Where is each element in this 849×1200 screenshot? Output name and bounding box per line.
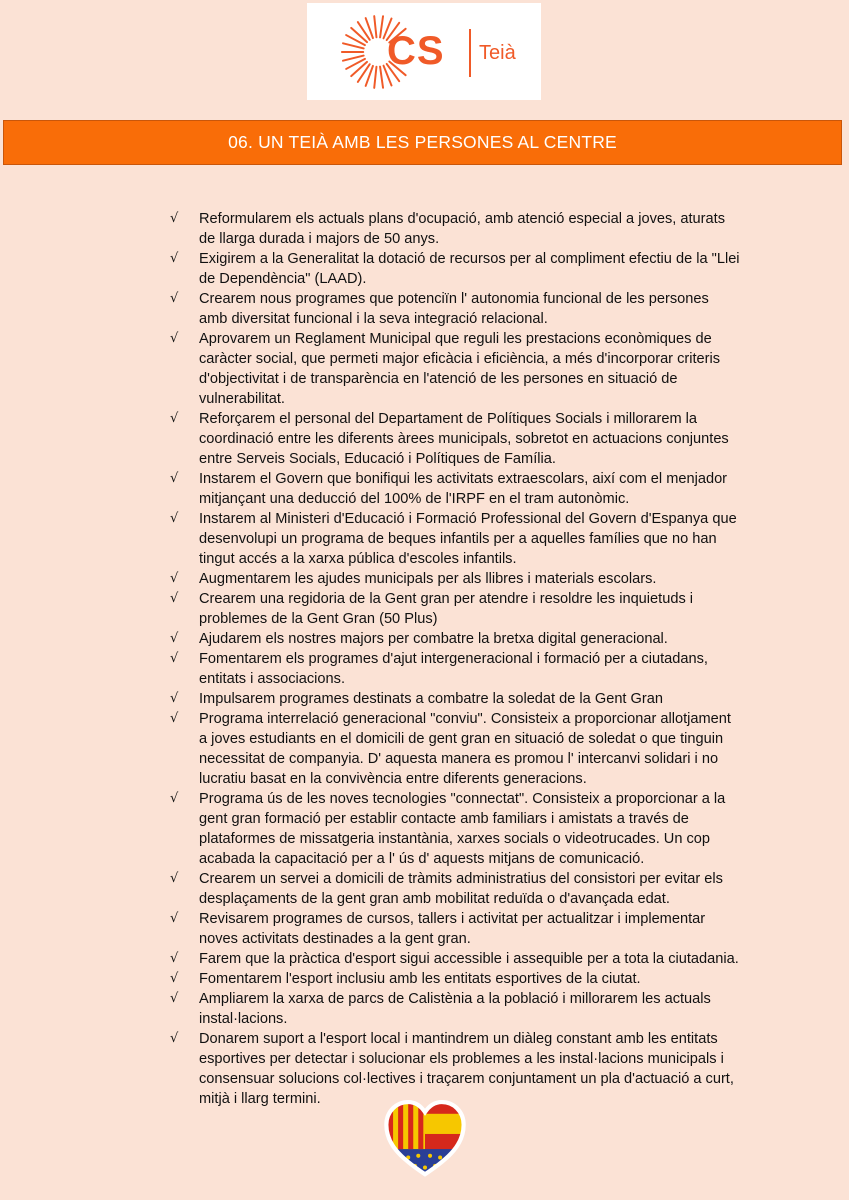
list-item-text: Ajudarem els nostres majors per combatre la bretxa digital generacional. xyxy=(199,631,668,647)
list-item-text: Reforçarem el personal del Departament de Polítiques Socials i millorarem la coordinació entre les diferents àrees municipals, sobretot en actuacions conjuntes entre Serveis Socials, Educació i Polítiques de Família. xyxy=(199,411,729,467)
checkmark-icon: √ xyxy=(170,991,179,1006)
list-item xyxy=(170,869,740,909)
checkmark-icon: √ xyxy=(170,691,179,706)
list-item-text: Crearem nous programes que potenciïn l' autonomia funcional de les persones amb diversitat funcional i la seva integració relacional. xyxy=(199,291,709,327)
list-item xyxy=(170,329,740,409)
list-item-text: Aprovarem un Reglament Municipal que reguli les prestacions econòmiques de caràcter social, que permeti major eficàcia i eficiència, a més d'incorporar criteris d'objectivitat i de transparència en l'atenció de les persones en situació de vulnerabilitat. xyxy=(199,331,721,407)
checkmark-icon: √ xyxy=(170,911,179,926)
checkmark-icon: √ xyxy=(170,211,179,226)
list-item-text: Programa ús de les noves tecnologies "connectat". Consisteix a proporcionar a la gent gran formació per establir contacte amb familiars i amistats a través de plataformes de missatgeria instantània, xarxes socials o videotrucades. Un cop acabada la capacitació per a l' ús d' aquests mitjans de comunicació. xyxy=(199,791,726,867)
checkmark-icon: √ xyxy=(170,1031,179,1046)
list-item-text: Augmentarem les ajudes municipals per als llibres i materials escolars. xyxy=(199,571,657,587)
checkmark-icon: √ xyxy=(170,631,179,646)
logo-divider xyxy=(469,29,471,77)
list-item-text: Impulsarem programes destinats a combatre la soledat de la Gent Gran xyxy=(199,691,663,707)
list-item xyxy=(170,569,740,589)
list-item xyxy=(170,469,740,509)
checkmark-icon: √ xyxy=(170,971,179,986)
heart-flags-emblem-icon xyxy=(383,1097,467,1181)
section-title: 06. UN TEIÀ AMB LES PERSONES AL CENTRE xyxy=(228,132,617,152)
list-item-text: Fomentarem els programes d'ajut intergeneracional i formació per a ciutadans, entitats i associacions. xyxy=(199,651,708,687)
checkmark-icon: √ xyxy=(170,571,179,586)
list-item-text: Crearem una regidoria de la Gent gran per atendre i resoldre les inquietuds i problemes de la Gent Gran (50 Plus) xyxy=(199,591,694,627)
list-item-text: Exigirem a la Generalitat la dotació de recursos per al compliment efectiu de la "Llei de Dependència" (LAAD). xyxy=(199,251,740,287)
list-item-text: Crearem un servei a domicili de tràmits administratius del consistori per evitar els desplaçaments de la gent gran amb mobilitat reduïda o d'avançada edat. xyxy=(199,871,723,907)
list-item xyxy=(170,649,740,689)
logo-brand-text: CS xyxy=(387,29,445,73)
checkmark-icon: √ xyxy=(170,251,179,266)
checkmark-icon: √ xyxy=(170,951,179,966)
checkmark-icon: √ xyxy=(170,791,179,806)
list-item-text: Instarem el Govern que bonifiqui les activitats extraescolars, així com el menjador mitjançant una deducció del 100% de l'IRPF en el tram autonòmic. xyxy=(199,471,728,507)
checkmark-icon: √ xyxy=(170,331,179,346)
checkmark-icon: √ xyxy=(170,711,179,726)
list-item xyxy=(170,909,740,949)
proposals-list xyxy=(170,209,740,1109)
list-item xyxy=(170,789,740,869)
list-item-text: Programa interrelació generacional "conviu". Consisteix a proporcionar allotjament a joves estudiants en el domicili de gent gran en situació de soledat o que tinguin necessitat de companyia. D' aquesta manera es promou l' intercanvi solidari i no lucratiu basat en la convivència entre diferents generacions. xyxy=(199,711,731,787)
list-item xyxy=(170,689,740,709)
checkmark-icon: √ xyxy=(170,651,179,666)
list-item-text: Revisarem programes de cursos, tallers i activitat per actualitzar i implementar noves activitats destinades a la gent gran. xyxy=(199,911,706,947)
checkmark-icon: √ xyxy=(170,871,179,886)
list-item-text: Instarem al Ministeri d'Educació i Formació Professional del Govern d'Espanya que desenvolupi un programa de beques infantils per a aquelles famílies que no han tingut accés a la xarxa pública d'escoles infantils. xyxy=(199,511,737,567)
checkmark-icon: √ xyxy=(170,591,179,606)
list-item xyxy=(170,289,740,329)
list-item-text: Reformularem els actuals plans d'ocupació, amb atenció especial a joves, aturats de llarga durada i majors de 50 anys. xyxy=(199,211,726,247)
list-item xyxy=(170,989,740,1029)
list-item xyxy=(170,949,740,969)
list-item xyxy=(170,249,740,289)
party-logo xyxy=(307,3,541,100)
list-item-text: Donarem suport a l'esport local i mantindrem un diàleg constant amb les entitats esportives per detectar i solucionar els problemes a les instal·lacions municipals i consensuar solucions col·lectives i traçarem conjuntament un pla d'actuació a curt, mitjà i llarg termini. xyxy=(199,1031,734,1107)
list-item-text: Farem que la pràctica d'esport sigui accessible i assequible per a tota la ciutadania. xyxy=(199,951,739,967)
list-item xyxy=(170,709,740,789)
list-item-text: Fomentarem l'esport inclusiu amb les entitats esportives de la ciutat. xyxy=(199,971,641,987)
list-item xyxy=(170,629,740,649)
checkmark-icon: √ xyxy=(170,291,179,306)
checkmark-icon: √ xyxy=(170,511,179,526)
list-item xyxy=(170,589,740,629)
list-item xyxy=(170,509,740,569)
logo-town-text: Teià xyxy=(479,42,516,64)
section-banner xyxy=(3,120,842,165)
list-item xyxy=(170,409,740,469)
checkmark-icon: √ xyxy=(170,471,179,486)
list-item xyxy=(170,969,740,989)
list-item-text: Ampliarem la xarxa de parcs de Calistènia a la població i millorarem les actuals instal·lacions. xyxy=(199,991,711,1027)
list-item xyxy=(170,209,740,249)
checkmark-icon: √ xyxy=(170,411,179,426)
